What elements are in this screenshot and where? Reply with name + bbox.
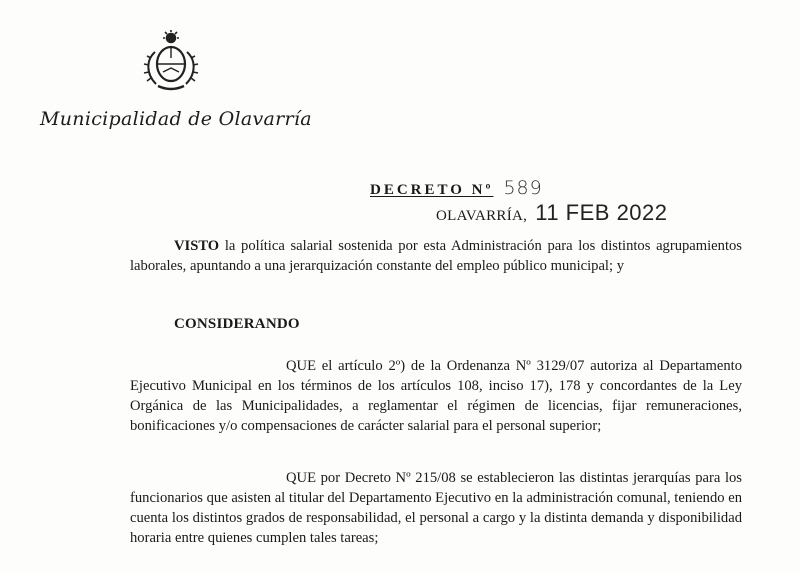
paragraph-ordenanza: QUE el artículo 2º) de la Ordenanza Nº 3129/07 autoriza al Departamento Ejecutivo Municipal en los términos de los artículos 108, inciso 17), 178 y concordantes de la Ley Orgánica de las Municipalidades, a reglamentar el régimen de licencias, fijar remuneraciones, bonificaciones y/o compensaciones de carácter salarial para el personal superior; [130, 358, 742, 434]
coat-of-arms-icon [136, 28, 206, 98]
date-line [436, 200, 668, 226]
visto-text: la política salarial sostenida por esta Administración para los distintos agrupamientos laborales, apuntando a una jerarquización constante del empleo público municipal; y [130, 238, 742, 274]
visto-paragraph [130, 236, 742, 276]
date-stamp: 11 FEB 2022 [535, 200, 668, 225]
decree-number: 589 [503, 177, 543, 199]
visto-label: VISTO [174, 238, 220, 254]
date-city: OLAVARRÍA, [436, 208, 528, 224]
municipality-name: Municipalidad de Olavarría [40, 108, 312, 130]
decree-line [370, 177, 543, 199]
considerando-heading: CONSIDERANDO [174, 316, 300, 332]
paragraph-decreto: QUE por Decreto Nº 215/08 se establecieron las distintas jerarquías para los funcionarios que asisten al titular del Departamento Ejecutivo en la administración comunal, teniendo en cuenta los distintos grados de responsabilidad, el personal a cargo y la distinta demanda y disponibilidad horaria entre quienes cumplen tales tareas; [130, 470, 742, 546]
decree-label: DECRETO Nº [370, 182, 494, 198]
